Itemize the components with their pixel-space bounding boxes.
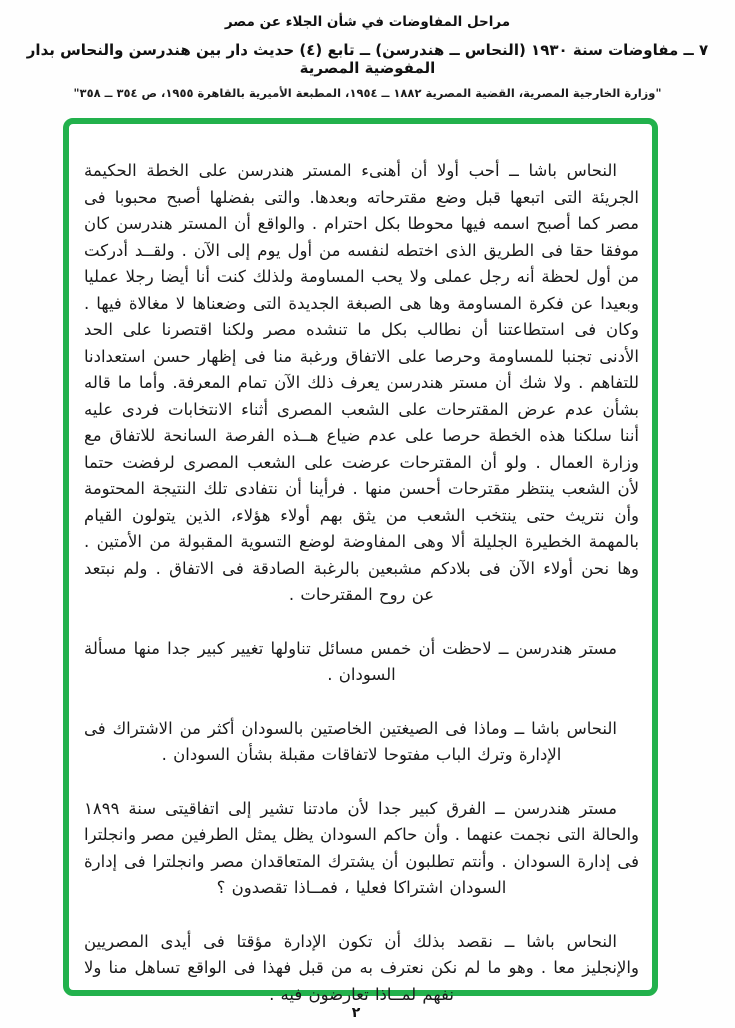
highlight-box [63, 118, 658, 1004]
source-citation: "وزارة الخارجية المصرية، القضية المصرية ١٨٨٢ ــ ١٩٥٤، المطبعة الأميرية بالقاهرة ١٩٥٥، ص ٣٥٤ ــ ٣٥٨" [73, 86, 662, 100]
dialogue-paragraph-henderson-2: مستر هندرسن ــ الفرق كبير جدا لأن مادتنا تشير إلى اتفاقيتى سنة ١٨٩٩ والحالة التى نجمت عنهما . وأن حاكم السودان يظل يمثل الطرفين مصر وانجلترا فى إدارة السودان . وأنتم تطلبون أن يشترك المتعاقدان مصر وانجلترا فى إدارة السودان اشتراكا فعليا ، فمــاذا تقصدون ؟ [84, 798, 639, 897]
page-number: ٢ [351, 1005, 361, 1021]
document-subtitle: ٧ ــ مفاوضات سنة ١٩٣٠ (النحاس ــ هندرسن) ــ تابع (٤) حديث دار بين هندرسن والنحاس بدار المفوضية المصرية [26, 41, 709, 77]
dialogue-transcript [69, 124, 652, 1008]
document-header [0, 14, 735, 100]
dialogue-paragraph-nahhas-1: النحاس باشا ــ أحب أولا أن أهنىء المستر هندرسن على الخطة الحكيمة الجريئة التى اتبعها قبل وضع مقترحاته وبعدها. والتى بفضلها أصبح محبوبا فى مصر كما أصبح اسمه فيها محوطا بكل احترام . والواقع أن المستر هندرسن كان موفقا حقا فى الطريق الذى اختطه لنفسه من أول يوم إلى الآن . ولقــد أدركت من أول لحظة أنه رجل عملى ولا يحب المساومة ولذلك كنت أنا أيضا رجلا عمليا وبعيدا عن فكرة المساومة وها هى الصبغة الجديدة التى وضعناها لا مغالاة فيها . وكان فى استطاعتنا أن نطالب بكل ما تنشده مصر ولكنا اقتصرنا على الحد الأدنى تجنبا للمساومة وحرصا على الاتفاق ورغبة منا فى إظهار حسن استعدادنا للتفاهم . ولا شك أن مستر هندرسن يعرف ذلك الآن تمام المعرفة. وأما ما قاله بشأن عدم عرض المقترحات على الشعب المصرى أثناء الانتخابات فردى عليه أننا سلكنا هذه الخطة حرصا على عدم ضياع هــذه الفرصة السانحة للاتفاق مع وزارة العمال . ولو أن المقترحات عرضت على الشعب المصرى لرفضت حتما لأن الشعب ينتظر مقترحات أحسن منها . فرأينا أن نتفادى تلك النتيجة المحتومة وأن نتريث حتى ينتخب الشعب من يثق بهم أولاء هؤلاء، الذين يتولون القيام بالمهمة الخطيرة الجليلة ألا وهى المفاوضة لوضع التسوية المقبولة من الأمتين . وها نحن أولاء الآن فى بلادكم مشبعين بالرغبة الصادقة فى الاتفاق . ولم نبتعد عن روح المقترحات . [84, 161, 639, 604]
dialogue-paragraph-henderson-1: مستر هندرسن ــ لاحظت أن خمس مسائل تناولها تغيير كبير جدا منها مسألة السودان . [84, 638, 617, 684]
dialogue-paragraph-nahhas-2: النحاس باشا ــ وماذا فى الصيغتين الخاصتين بالسودان أكثر من الاشتراك فى الإدارة وترك الباب مفتوحا لاتفاقات مقبلة بشأن السودان . [84, 718, 617, 764]
page-title: مراحل المفاوضات في شأن الجلاء عن مصر [224, 14, 511, 30]
dialogue-paragraph-nahhas-3: النحاس باشا ــ نقصد بذلك أن تكون الإدارة مؤقتا فى أيدى المصريين والإنجليز معا . وهو ما لم نكن نعترف به من قبل فهذا فى الواقع تساهل منا ولا نفهم لمــاذا تعارضون فيه . [84, 931, 639, 1004]
